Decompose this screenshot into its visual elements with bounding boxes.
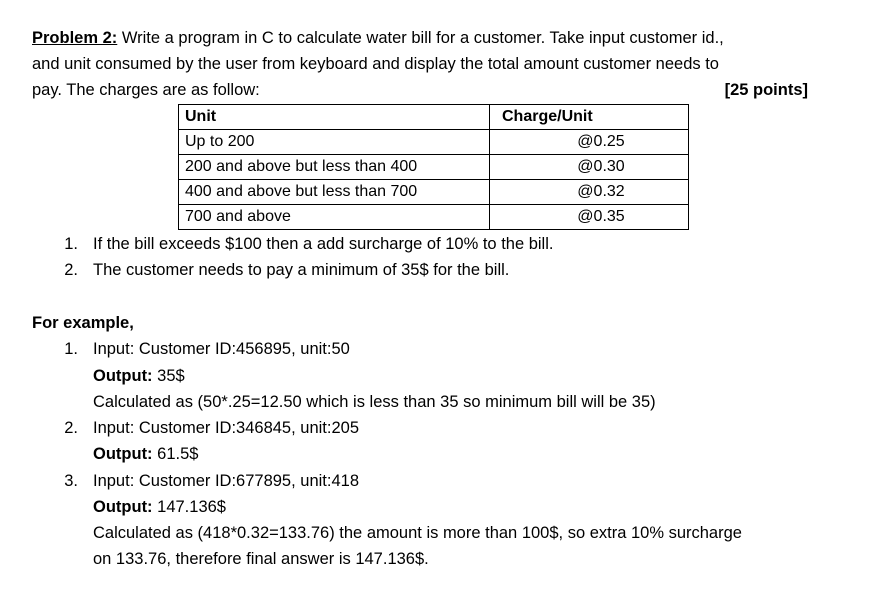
table-cell-charge: @0.32 <box>490 180 689 205</box>
problem-text-1: Write a program in C to calculate water bill for a customer. Take input customer id., <box>121 29 724 47</box>
example-calculation-continued: on 133.76, therefore final answer is 147.136$. <box>93 550 429 568</box>
charges-table <box>178 104 689 230</box>
example-input: Input: Customer ID:677895, unit:418 <box>93 472 359 490</box>
output-label: Output: <box>93 367 153 385</box>
points-label: [25 points] <box>724 81 808 99</box>
table-row <box>179 130 689 155</box>
example-calculation: Calculated as (418*0.32=133.76) the amount is more than 100$, so extra 10% surcharge <box>93 524 742 542</box>
table-cell-charge: @0.35 <box>490 205 689 230</box>
rule-text: If the bill exceeds $100 then a add surcharge of 10% to the bill. <box>93 235 554 253</box>
problem-label: Problem 2: <box>32 29 118 47</box>
example-output <box>93 366 185 386</box>
table-cell-unit: 200 and above but less than 400 <box>179 155 490 180</box>
table-row <box>179 155 689 180</box>
table-cell-unit: 700 and above <box>179 205 490 230</box>
example-number: 1. <box>64 340 78 358</box>
example-heading: For example, <box>32 314 134 332</box>
example-input: Input: Customer ID:346845, unit:205 <box>93 419 359 437</box>
problem-line-1 <box>32 28 724 48</box>
table-header-row <box>179 105 689 130</box>
problem-line-3: pay. The charges are as follow: <box>32 81 260 99</box>
table-row <box>179 180 689 205</box>
rule-text: The customer needs to pay a minimum of 35$ for the bill. <box>93 261 510 279</box>
rule-number: 2. <box>64 261 78 279</box>
example-number: 2. <box>64 419 78 437</box>
output-value: 35$ <box>157 367 185 385</box>
example-output <box>93 497 226 517</box>
header-unit: Unit <box>179 105 490 130</box>
header-charge: Charge/Unit <box>490 105 689 130</box>
example-input: Input: Customer ID:456895, unit:50 <box>93 340 350 358</box>
table-cell-charge: @0.25 <box>490 130 689 155</box>
problem-line-2: and unit consumed by the user from keyboard and display the total amount customer needs to <box>32 55 719 73</box>
output-value: 147.136$ <box>157 498 226 516</box>
example-output <box>93 444 198 464</box>
example-number: 3. <box>64 472 78 490</box>
example-calculation: Calculated as (50*.25=12.50 which is less than 35 so minimum bill will be 35) <box>93 393 656 411</box>
output-value: 61.5$ <box>157 445 199 463</box>
table-cell-unit: 400 and above but less than 700 <box>179 180 490 205</box>
output-label: Output: <box>93 498 153 516</box>
output-label: Output: <box>93 445 153 463</box>
rule-number: 1. <box>64 235 78 253</box>
table-cell-unit: Up to 200 <box>179 130 490 155</box>
table-cell-charge: @0.30 <box>490 155 689 180</box>
table-row <box>179 205 689 230</box>
